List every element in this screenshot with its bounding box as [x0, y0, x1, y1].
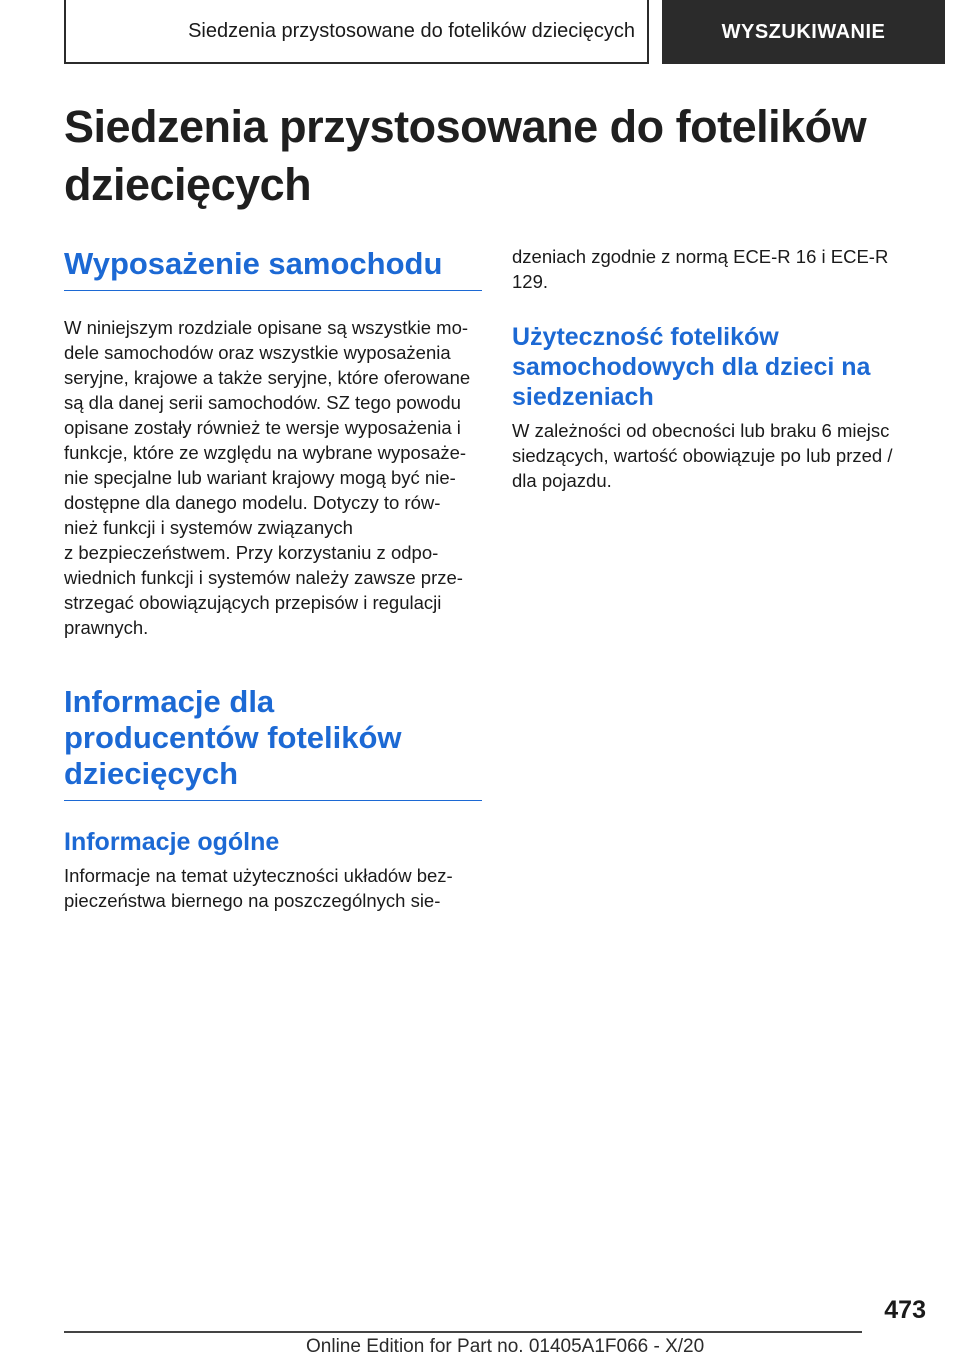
text-line: dla pojazdu. — [512, 470, 612, 491]
continuation-paragraph — [512, 244, 912, 294]
text-line: prawnych. — [64, 617, 149, 638]
text-line: z bezpieczeństwem. Przy korzystaniu z odpo- — [64, 542, 439, 563]
page-number: 473 — [884, 1296, 926, 1324]
heading-line: samochodowych dla dzieci na — [512, 353, 871, 381]
page-title-line: Siedzenia przystosowane do fotelików — [64, 101, 867, 152]
text-line: W zależności od obecności lub braku 6 miejsc — [512, 420, 890, 441]
text-line: pieczeństwa biernego na poszczególnych sie- — [64, 890, 441, 911]
text-line: są dla danej serii samochodów. SZ tego powodu — [64, 392, 461, 413]
text-line: siedzących, wartość obowiązuje po lub przed / — [512, 445, 893, 466]
heading-general-info: Informacje ogólne — [64, 828, 280, 856]
equipment-paragraph — [64, 315, 482, 640]
text-line: nież funkcji i systemów związanych — [64, 517, 353, 538]
text-line: wiednich funkcji i systemów należy zawsze prze- — [64, 567, 463, 588]
text-line: nie specjalne lub wariant krajowy mogą być nie- — [64, 467, 456, 488]
text-line: seryjne, krajowe a także seryjne, które oferowane — [64, 367, 471, 388]
heading-line: siedzeniach — [512, 383, 654, 411]
text-line: strzegać obowiązujących przepisów i regulacji — [64, 592, 442, 613]
heading-equipment: Wyposażenie samochodu — [64, 240, 482, 291]
heading-info-producers — [64, 684, 482, 801]
text-line: dzeniach zgodnie z normą ECE-R 16 i ECE-R — [512, 246, 889, 267]
header-section-title-text: Siedzenia przystosowane do fotelików dziecięcych — [188, 19, 635, 42]
heading-line: dziecięcych — [64, 756, 239, 791]
page-title — [64, 98, 924, 214]
page-title-line: dziecięcych — [64, 159, 312, 210]
text-line: funkcje, które ze względu na wybrane wyposaże- — [64, 442, 467, 463]
heading-line: Użyteczność fotelików — [512, 323, 779, 351]
footer-edition: Online Edition for Part no. 01405A1F066 - X/20 — [306, 1336, 705, 1357]
right-column — [512, 240, 912, 493]
text-line: Informacje na temat użyteczności układów bez- — [64, 865, 453, 886]
usability-paragraph — [512, 418, 912, 493]
footer-divider — [64, 1331, 862, 1333]
search-button-label: WYSZUKIWANIE — [721, 20, 886, 43]
heading-line: Informacje dla — [64, 684, 275, 719]
text-line: W niniejszym rozdziale opisane są wszystkie mo- — [64, 317, 469, 338]
header-section-title — [64, 0, 649, 64]
text-line: dostępne dla danego modelu. Dotyczy to rów- — [64, 492, 441, 513]
heading-line: producentów fotelików — [64, 720, 402, 755]
general-paragraph — [64, 863, 482, 913]
search-button[interactable] — [662, 0, 945, 64]
text-line: 129. — [512, 271, 549, 292]
heading-usability — [512, 322, 912, 412]
text-line: opisane zostały również te wersje wyposażenia i — [64, 417, 461, 438]
left-column — [64, 240, 482, 913]
text-line: dele samochodów oraz wszystkie wyposażenia — [64, 342, 451, 363]
